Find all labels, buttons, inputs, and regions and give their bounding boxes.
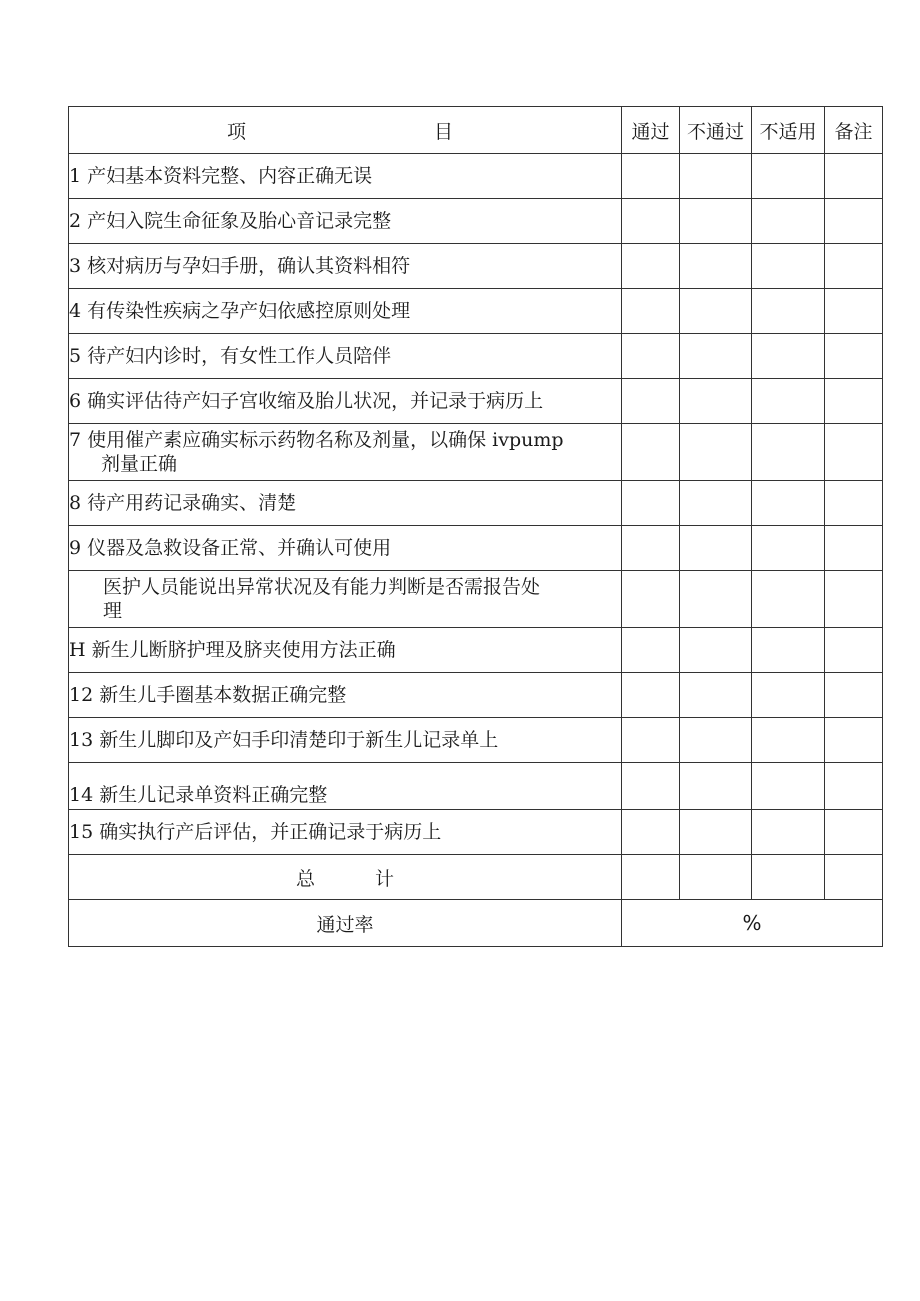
na-cell[interactable] [752, 571, 825, 628]
table-row [69, 154, 883, 199]
item-text: 8 待产用药记录确实、清楚 [69, 492, 297, 514]
pass-cell[interactable] [622, 571, 680, 628]
rate-row [69, 900, 883, 947]
rate-label: 通过率 [69, 900, 622, 947]
fail-cell[interactable] [680, 673, 752, 718]
table-row [69, 244, 883, 289]
header-row [69, 107, 883, 154]
fail-cell[interactable] [680, 199, 752, 244]
pass-cell[interactable] [622, 763, 680, 810]
table-row [69, 810, 883, 855]
item-cell [69, 379, 622, 424]
item-text: 9 仪器及急救设备正常、并确认可使用 [69, 537, 392, 559]
pass-cell[interactable] [622, 244, 680, 289]
item-cell [69, 571, 622, 628]
item-cell [69, 424, 622, 481]
item-text: 7 使用催产素应确实标示药物名称及剂量，以确保 ivpump [69, 429, 564, 451]
item-cell [69, 718, 622, 763]
fail-cell[interactable] [680, 628, 752, 673]
na-cell[interactable] [752, 424, 825, 481]
total-na-cell[interactable] [752, 855, 825, 900]
pass-cell[interactable] [622, 424, 680, 481]
note-cell[interactable] [825, 571, 883, 628]
na-cell[interactable] [752, 673, 825, 718]
na-cell[interactable] [752, 199, 825, 244]
item-cell [69, 154, 622, 199]
item-cell [69, 526, 622, 571]
pass-cell[interactable] [622, 673, 680, 718]
item-cell [69, 244, 622, 289]
table-row [69, 628, 883, 673]
header-item [69, 107, 622, 154]
pass-cell[interactable] [622, 718, 680, 763]
pass-cell[interactable] [622, 379, 680, 424]
item-cell [69, 628, 622, 673]
total-row [69, 855, 883, 900]
item-cell [69, 810, 622, 855]
fail-cell[interactable] [680, 424, 752, 481]
fail-cell[interactable] [680, 718, 752, 763]
header-item-b: 目 [433, 120, 453, 143]
header-fail: 不通过 [680, 107, 752, 154]
item-text-continued: 剂量正确 [101, 453, 178, 475]
item-text: 5 待产妇内诊时，有女性工作人员陪伴 [69, 345, 392, 367]
item-text: 14 新生儿记录单资料正确完整 [69, 784, 328, 806]
fail-cell[interactable] [680, 526, 752, 571]
fail-cell[interactable] [680, 334, 752, 379]
total-label [69, 855, 622, 900]
note-cell[interactable] [825, 289, 883, 334]
item-text: 6 确实评估待产妇子宫收缩及胎儿状况，并记录于病历上 [69, 390, 544, 412]
na-cell[interactable] [752, 718, 825, 763]
na-cell[interactable] [752, 628, 825, 673]
table-row [69, 379, 883, 424]
table-row [69, 424, 883, 481]
na-cell[interactable] [752, 244, 825, 289]
pass-cell[interactable] [622, 334, 680, 379]
table-row [69, 199, 883, 244]
fail-cell[interactable] [680, 810, 752, 855]
note-cell[interactable] [825, 154, 883, 199]
fail-cell[interactable] [680, 379, 752, 424]
item-cell [69, 334, 622, 379]
checklist-table [68, 106, 883, 947]
note-cell[interactable] [825, 481, 883, 526]
note-cell[interactable] [825, 628, 883, 673]
total-label-b: 计 [375, 867, 395, 890]
item-cell [69, 199, 622, 244]
item-cell [69, 481, 622, 526]
table-row [69, 334, 883, 379]
item-cell [69, 289, 622, 334]
note-cell[interactable] [825, 526, 883, 571]
table-row [69, 718, 883, 763]
pass-cell[interactable] [622, 810, 680, 855]
pass-cell[interactable] [622, 628, 680, 673]
fail-cell[interactable] [680, 289, 752, 334]
header-note: 备注 [825, 107, 883, 154]
table-row [69, 673, 883, 718]
fail-cell[interactable] [680, 481, 752, 526]
pass-cell[interactable] [622, 526, 680, 571]
item-text: 医护人员能说出异常状况及有能力判断是否需报告处 [103, 576, 541, 598]
note-cell[interactable] [825, 810, 883, 855]
na-cell[interactable] [752, 289, 825, 334]
pass-cell[interactable] [622, 481, 680, 526]
fail-cell[interactable] [680, 763, 752, 810]
note-cell[interactable] [825, 424, 883, 481]
note-cell[interactable] [825, 199, 883, 244]
table-row [69, 763, 883, 810]
table-row [69, 526, 883, 571]
note-cell[interactable] [825, 673, 883, 718]
na-cell[interactable] [752, 334, 825, 379]
pass-cell[interactable] [622, 199, 680, 244]
fail-cell[interactable] [680, 244, 752, 289]
item-text: H 新生儿断脐护理及脐夹使用方法正确 [69, 639, 396, 661]
note-cell[interactable] [825, 379, 883, 424]
item-text: 15 确实执行产后评估，并正确记录于病历上 [69, 821, 442, 843]
item-text: 13 新生儿脚印及产妇手印清楚印于新生儿记录单上 [69, 729, 499, 751]
total-fail-cell[interactable] [680, 855, 752, 900]
fail-cell[interactable] [680, 154, 752, 199]
header-item-a: 项 [227, 120, 247, 143]
item-text: 3 核对病历与孕妇手册，确认其资料相符 [69, 255, 411, 277]
pass-cell[interactable] [622, 154, 680, 199]
table-row [69, 481, 883, 526]
note-cell[interactable] [825, 244, 883, 289]
item-text: 4 有传染性疾病之孕产妇依感控原则处理 [69, 300, 411, 322]
item-text: 12 新生儿手圈基本数据正确完整 [69, 684, 347, 706]
na-cell[interactable] [752, 763, 825, 810]
total-note-cell[interactable] [825, 855, 883, 900]
note-cell[interactable] [825, 718, 883, 763]
header-pass: 通过 [622, 107, 680, 154]
total-pass-cell[interactable] [622, 855, 680, 900]
fail-cell[interactable] [680, 571, 752, 628]
header-na: 不适用 [752, 107, 825, 154]
note-cell[interactable] [825, 763, 883, 810]
item-text: 2 产妇入院生命征象及胎心音记录完整 [69, 210, 392, 232]
item-text-continued: 理 [103, 600, 123, 622]
note-cell[interactable] [825, 334, 883, 379]
na-cell[interactable] [752, 810, 825, 855]
item-text: 1 产妇基本资料完整、内容正确无误 [69, 165, 373, 187]
item-cell [69, 673, 622, 718]
na-cell[interactable] [752, 481, 825, 526]
table-row [69, 571, 883, 628]
rate-value[interactable]: % [622, 900, 883, 947]
item-cell [69, 763, 622, 810]
na-cell[interactable] [752, 379, 825, 424]
na-cell[interactable] [752, 154, 825, 199]
table-row [69, 289, 883, 334]
na-cell[interactable] [752, 526, 825, 571]
pass-cell[interactable] [622, 289, 680, 334]
total-label-a: 总 [295, 867, 315, 890]
